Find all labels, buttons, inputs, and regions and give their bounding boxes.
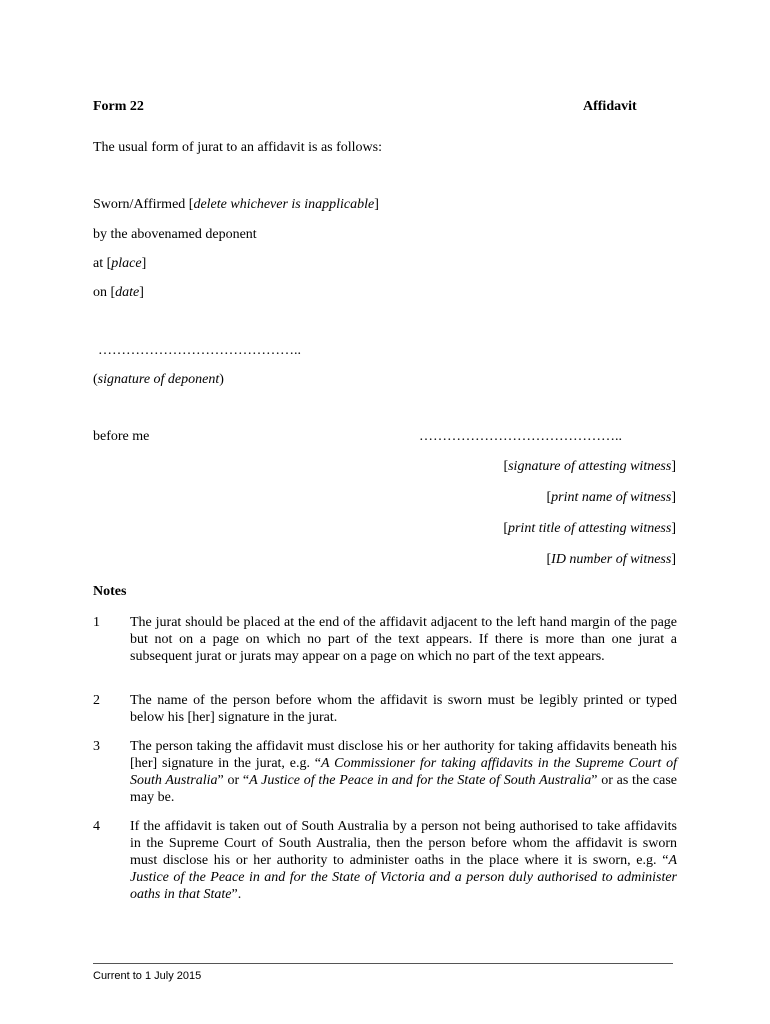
deponent-signature-dots: …………………………………….. [98,343,301,358]
witness-signature-dots: …………………………………….. [419,429,622,444]
note-text: The person taking the affidavit must disclose his or her authority for taking affidavits beneath his [her] signature in the jurat, e.g. “A Commissioner for taking affidavits in the Supreme Court of South Australia” or “A Justice of the Peace in and for the State of South Australia” or as the case may be. [130,739,678,805]
jurat-deponent-line: by the abovenamed deponent [93,227,257,242]
jurat-place-line: at [place] [93,256,147,271]
footer-rule [93,963,673,964]
witness-signature-label: [signature of attesting witness] [503,459,676,474]
witness-title-label: [print title of attesting witness] [503,521,676,536]
note-text: The jurat should be placed at the end of the affidavit adjacent to the left hand margin of the page but not on a page on which no part of the text appears. If there is more than one jurat a subsequent jurat or jurats may appear on a page on which no part of the text appears. [130,615,677,664]
form-title: Affidavit [583,99,637,114]
note-text: If the affidavit is taken out of South Australia by a person not being authorised to take affidavits in the Supreme Court of South Australia, then the person before whom the affidavit is sworn must disclose his or her authority to administer oaths in the place where it is sworn, e.g. “A Justice of the Peace in and for the State of Victoria and a person duly authorised to administer oaths in that State”. [130,819,677,902]
note-number: 1 [93,615,100,630]
jurat-date-line: on [date] [93,285,144,300]
note-number: 2 [93,693,100,708]
note-text: The name of the person before whom the affidavit is sworn must be legibly printed or typed below his [her] signature in the jurat. [130,693,677,725]
witness-id-label: [ID number of witness] [546,552,676,567]
witness-name-label: [print name of witness] [546,490,676,505]
notes-heading: Notes [93,584,127,599]
jurat-sworn-italic: delete whichever is inapplicable [193,197,375,212]
note-number: 3 [93,739,100,754]
deponent-signature-label: (signature of deponent) [93,372,224,387]
note-number: 4 [93,819,100,834]
form-label: Form 22 [93,99,144,114]
intro-text: The usual form of jurat to an affidavit is as follows: [93,140,383,155]
before-me-label: before me [93,429,150,444]
jurat-sworn-line: Sworn/Affirmed [delete whichever is inapplicable] [93,197,379,212]
footer-current-to: Current to 1 July 2015 [93,970,202,982]
